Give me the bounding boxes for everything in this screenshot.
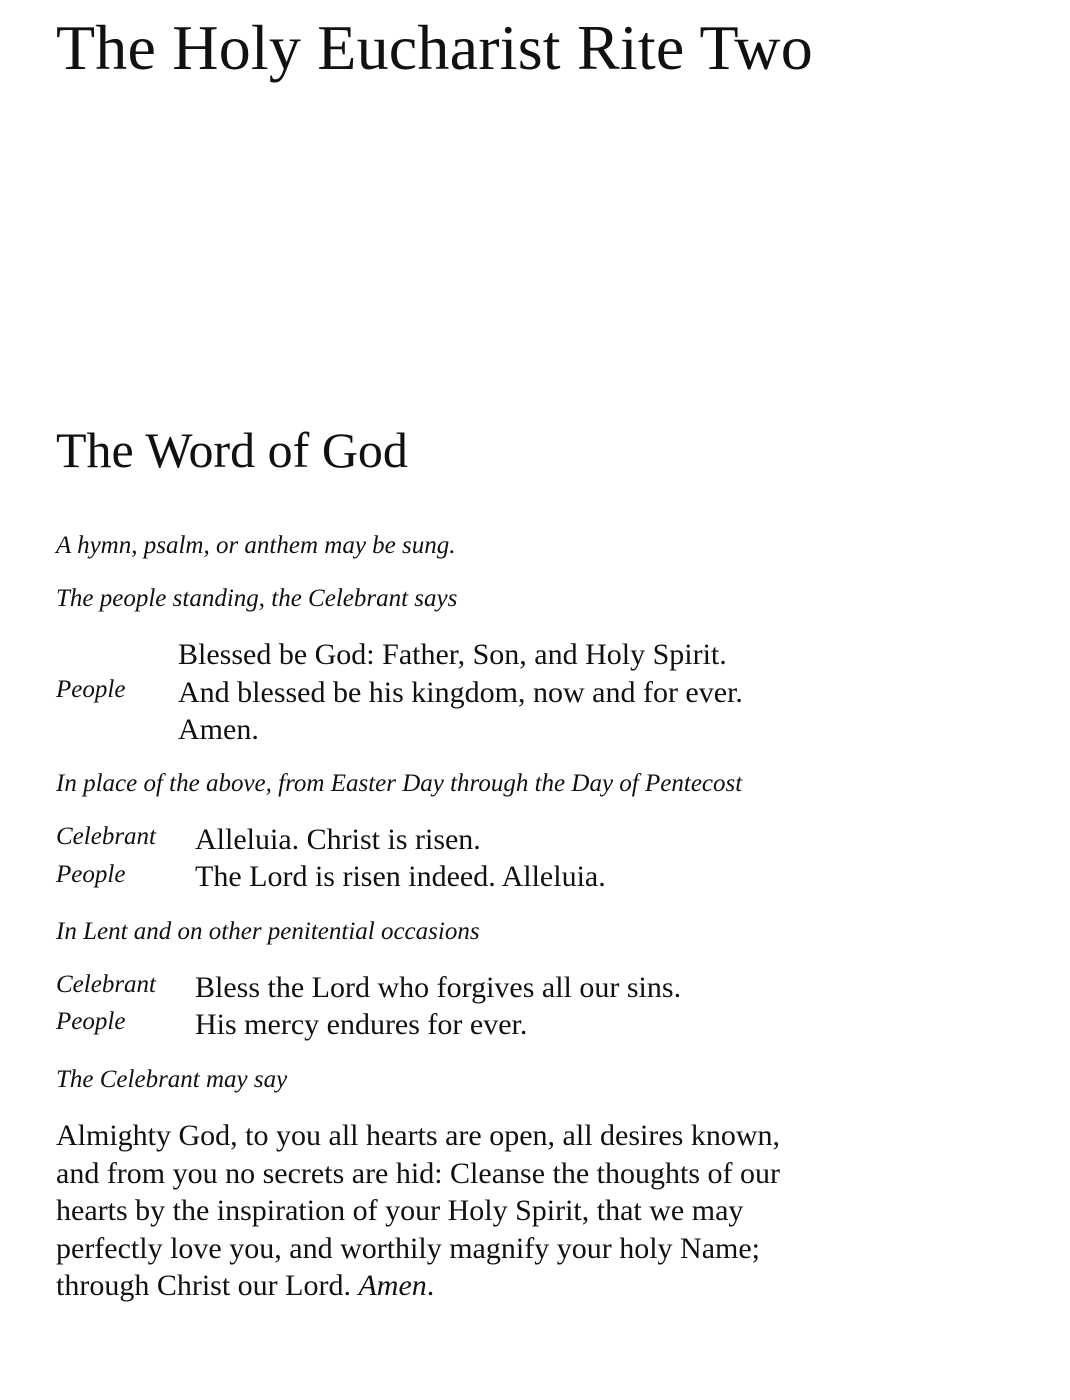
- easter-celebrant-line: Alleluia. Christ is risen.: [195, 823, 481, 856]
- collect-last-line: [56, 1267, 916, 1305]
- rubric-easter: In place of the above, from Easter Day through the Day of Pentecost: [56, 770, 743, 797]
- lent-celebrant-label: Celebrant: [56, 971, 156, 998]
- rubric-lent: In Lent and on other penitential occasions: [56, 918, 480, 945]
- opening-people-line-2: Amen.: [178, 713, 259, 746]
- rubric-hymn: A hymn, psalm, or anthem may be sung.: [56, 532, 456, 559]
- lent-people-line: His mercy endures for ever.: [195, 1008, 528, 1041]
- collect-last-text: through Christ our Lord.: [56, 1269, 351, 1302]
- section-heading: The Word of God: [56, 422, 408, 478]
- collect-line: hearts by the inspiration of your Holy Spirit, that we may: [56, 1194, 744, 1227]
- rubric-celebrant-may-say: The Celebrant may say: [56, 1066, 288, 1093]
- collect-for-purity: [56, 1117, 916, 1305]
- opening-people-label: People: [56, 676, 126, 703]
- collect-line: perfectly love you, and worthily magnify your holy Name;: [56, 1231, 760, 1265]
- lent-celebrant-line: Bless the Lord who forgives all our sins.: [195, 971, 682, 1004]
- collect-line: and from you no secrets are hid: Cleanse the thoughts of our: [56, 1156, 780, 1190]
- rubric-people-standing: The people standing, the Celebrant says: [56, 585, 458, 612]
- lent-people-label: People: [56, 1008, 126, 1035]
- opening-celebrant-line: Blessed be God: Father, Son, and Holy Spirit.: [178, 638, 727, 671]
- collect-final-period: .: [426, 1269, 435, 1302]
- easter-celebrant-label: Celebrant: [56, 823, 156, 850]
- easter-people-line: The Lord is risen indeed. Alleluia.: [195, 860, 606, 893]
- collect-amen: Amen: [358, 1269, 427, 1302]
- easter-people-label: People: [56, 861, 126, 888]
- opening-people-line-1: And blessed be his kingdom, now and for ever.: [178, 676, 743, 709]
- page-title: The Holy Eucharist Rite Two: [56, 12, 813, 83]
- collect-line: Almighty God, to you all hearts are open, all desires known,: [56, 1119, 781, 1152]
